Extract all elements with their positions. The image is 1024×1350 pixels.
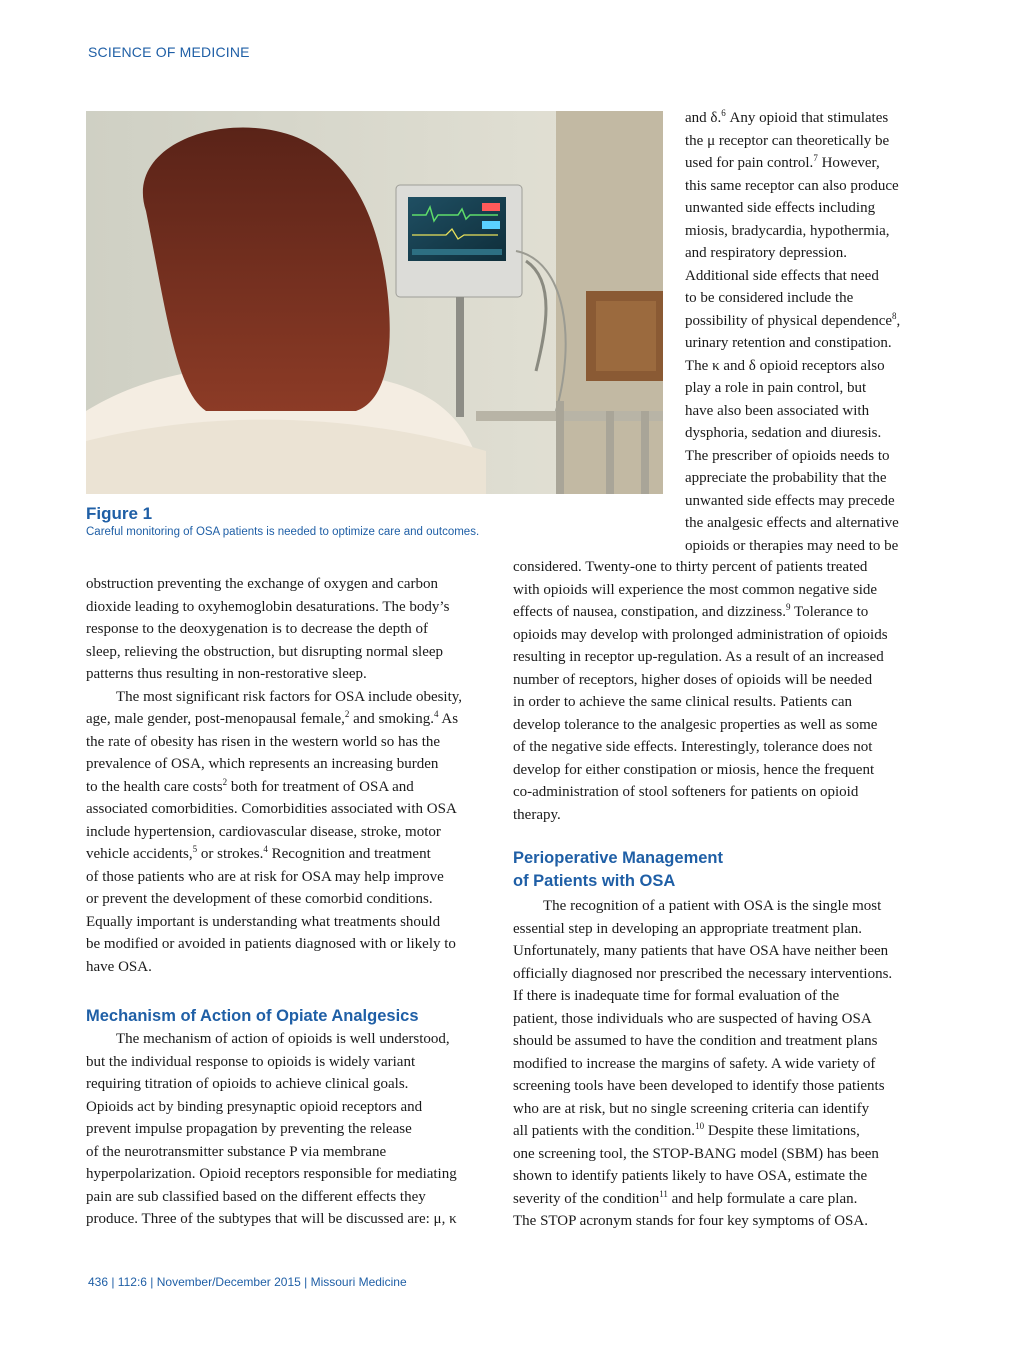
text-line: appreciate the probability that the: [685, 470, 887, 486]
right-column-bottom-text: [513, 895, 933, 1233]
text-line: this same receptor can also produce: [685, 177, 899, 194]
text-line: of the negative side effects. Interestingly, tolerance does not: [513, 739, 873, 755]
text-line: unwanted side effects may precede: [685, 492, 895, 509]
text-line: screening tools have been developed to identify those patients: [513, 1078, 885, 1094]
heading-line: of Patients with OSA: [513, 872, 676, 890]
text-line: be modified or avoided in patients diagnosed with or likely to: [86, 936, 456, 952]
text-line: If there is inadequate time for formal evaluation of the: [513, 988, 840, 1004]
text-line: should be assumed to have the condition and treatment plans: [513, 1033, 878, 1049]
text-line: patient, those individuals who are suspected of having OSA: [513, 1010, 872, 1027]
text-line: of the neurotransmitter substance P via membrane: [86, 1143, 387, 1160]
right-column-middle-text: [513, 556, 933, 826]
text-line: in order to achieve the same clinical results. Patients can: [513, 694, 853, 710]
figure-caption: Careful monitoring of OSA patients is needed to optimize care and outcomes.: [86, 526, 480, 538]
text-line: hyperpolarization. Opioid receptors responsible for mediating: [86, 1166, 457, 1182]
text-line: The STOP acronym stands for four key symptoms of OSA.: [513, 1213, 868, 1229]
text-line: Additional side effects that need: [685, 267, 879, 284]
text-line: considered. Twenty-one to thirty percent of patients treated: [513, 559, 868, 575]
text-line: therapy.: [513, 806, 561, 823]
text-line: response to the deoxygenation is to decrease the depth of: [86, 621, 428, 637]
text-line: all patients with the condition.$^{10}$ Despite these limitations,: [513, 1121, 860, 1139]
left-column-top-text: [86, 573, 496, 978]
text-line: The prescriber of opioids needs to: [685, 447, 890, 464]
text-line: patterns thus resulting in non-restorative sleep.: [86, 666, 367, 682]
text-line: one screening tool, the STOP-BANG model (SBM) has been: [513, 1145, 879, 1162]
text-line: and δ.$^6$ Any opioid that stimulates: [685, 108, 889, 126]
text-line: Unfortunately, many patients that have OSA have neither been: [513, 943, 889, 959]
text-line: but the individual response to opioids is widely variant: [86, 1053, 416, 1070]
text-line: the μ receptor can theoretically be: [685, 132, 890, 149]
text-line: dysphoria, sedation and diuresis.: [685, 425, 882, 441]
text-line: prevalence of OSA, which represents an increasing burden: [86, 756, 439, 772]
text-line: miosis, bradycardia, hypothermia,: [685, 222, 890, 239]
section-heading-mechanism: Mechanism of Action of Opiate Analgesics: [86, 1007, 419, 1025]
text-line: dioxide leading to oxyhemoglobin desaturations. The body’s: [86, 598, 450, 615]
text-line: or prevent the development of these comorbid conditions.: [86, 891, 433, 907]
text-line: Equally important is understanding what treatments should: [86, 913, 441, 930]
text-line: essential step in developing an appropriate treatment plan.: [513, 920, 863, 937]
figure-1-photo: [86, 111, 663, 494]
text-line: sleep, relieving the obstruction, but disrupting normal sleep: [86, 643, 444, 660]
text-line: urinary retention and constipation.: [685, 335, 892, 351]
text-line: prevent impulse propagation by preventing the release: [86, 1121, 412, 1137]
text-line: age, male gender, post-menopausal female,$^2$ and smoking.$^4$ As: [86, 709, 459, 727]
text-line: play a role in pain control, but: [685, 380, 867, 396]
text-line: The most significant risk factors for OSA include obesity,: [116, 688, 463, 705]
right-column-top-text: [685, 107, 935, 557]
text-line: obstruction preventing the exchange of oxygen and carbon: [86, 576, 438, 592]
text-line: develop tolerance to the analgesic properties as well as some: [513, 716, 878, 733]
text-line: to be considered include the: [685, 290, 854, 306]
text-line: requiring titration of opioids to achieve clinical goals.: [86, 1076, 409, 1092]
text-line: produce. Three of the subtypes that will be discussed are: μ, κ: [86, 1211, 457, 1227]
section-heading-perioperative: [513, 847, 933, 893]
text-line: of those patients who are at risk for OSA may help improve: [86, 868, 444, 885]
text-line: resulting in receptor up-regulation. As a result of an increased: [513, 649, 884, 665]
text-line: severity of the condition$^{11}$ and help formulate a care plan.: [513, 1188, 858, 1207]
text-line: The κ and δ opioid receptors also: [685, 357, 885, 374]
text-line: the rate of obesity has risen in the western world so has the: [86, 733, 441, 750]
text-line: and respiratory depression.: [685, 245, 848, 261]
text-line: shown to identify patients likely to have OSA, estimate the: [513, 1168, 868, 1184]
text-line: possibility of physical dependence$^8$,: [685, 310, 901, 329]
text-line: have OSA.: [86, 958, 152, 975]
text-line: have also been associated with: [685, 402, 870, 419]
text-line: used for pain control.$^7$ However,: [685, 153, 880, 171]
running-header: SCIENCE OF MEDICINE: [88, 44, 250, 60]
left-column-bottom-text: [86, 1028, 496, 1231]
text-line: effects of nausea, constipation, and dizziness.$^9$ Tolerance to: [513, 602, 869, 620]
text-line: who are at risk, but no single screening criteria can identify: [513, 1100, 870, 1117]
text-line: Opioids act by binding presynaptic opioid receptors and: [86, 1098, 423, 1115]
text-line: the analgesic effects and alternative: [685, 515, 899, 531]
text-line: unwanted side effects including: [685, 200, 876, 216]
text-line: vehicle accidents,$^5$ or strokes.$^4$ Recognition and treatment: [86, 844, 431, 862]
text-line: number of receptors, higher doses of opioids will be needed: [513, 671, 873, 688]
text-line: pain are sub classified based on the different effects they: [86, 1188, 426, 1205]
text-line: opioids or therapies may need to be: [685, 537, 899, 554]
text-line: to the health care costs$^2$ both for treatment of OSA and: [86, 776, 414, 795]
text-line: opioids may develop with prolonged administration of opioids: [513, 626, 888, 643]
text-line: modified to increase the margins of safety. A wide variety of: [513, 1055, 876, 1072]
text-line: co-administration of stool softeners for patients on opioid: [513, 784, 859, 800]
text-line: The mechanism of action of opioids is well understood,: [116, 1031, 450, 1047]
text-line: develop for either constipation or miosis, hence the frequent: [513, 761, 875, 778]
text-line: officially diagnosed nor prescribed the necessary interventions.: [513, 965, 893, 982]
text-line: with opioids will experience the most common negative side: [513, 581, 878, 598]
text-line: include hypertension, cardiovascular disease, stroke, motor: [86, 823, 441, 840]
figure-title: Figure 1: [86, 504, 153, 523]
heading-line: Perioperative Management: [513, 849, 723, 867]
text-line: associated comorbidities. Comorbidities associated with OSA: [86, 801, 457, 817]
text-line: The recognition of a patient with OSA is the single most: [543, 898, 882, 914]
page-footer: 436 | 112:6 | November/December 2015 | Missouri Medicine: [88, 1275, 407, 1289]
